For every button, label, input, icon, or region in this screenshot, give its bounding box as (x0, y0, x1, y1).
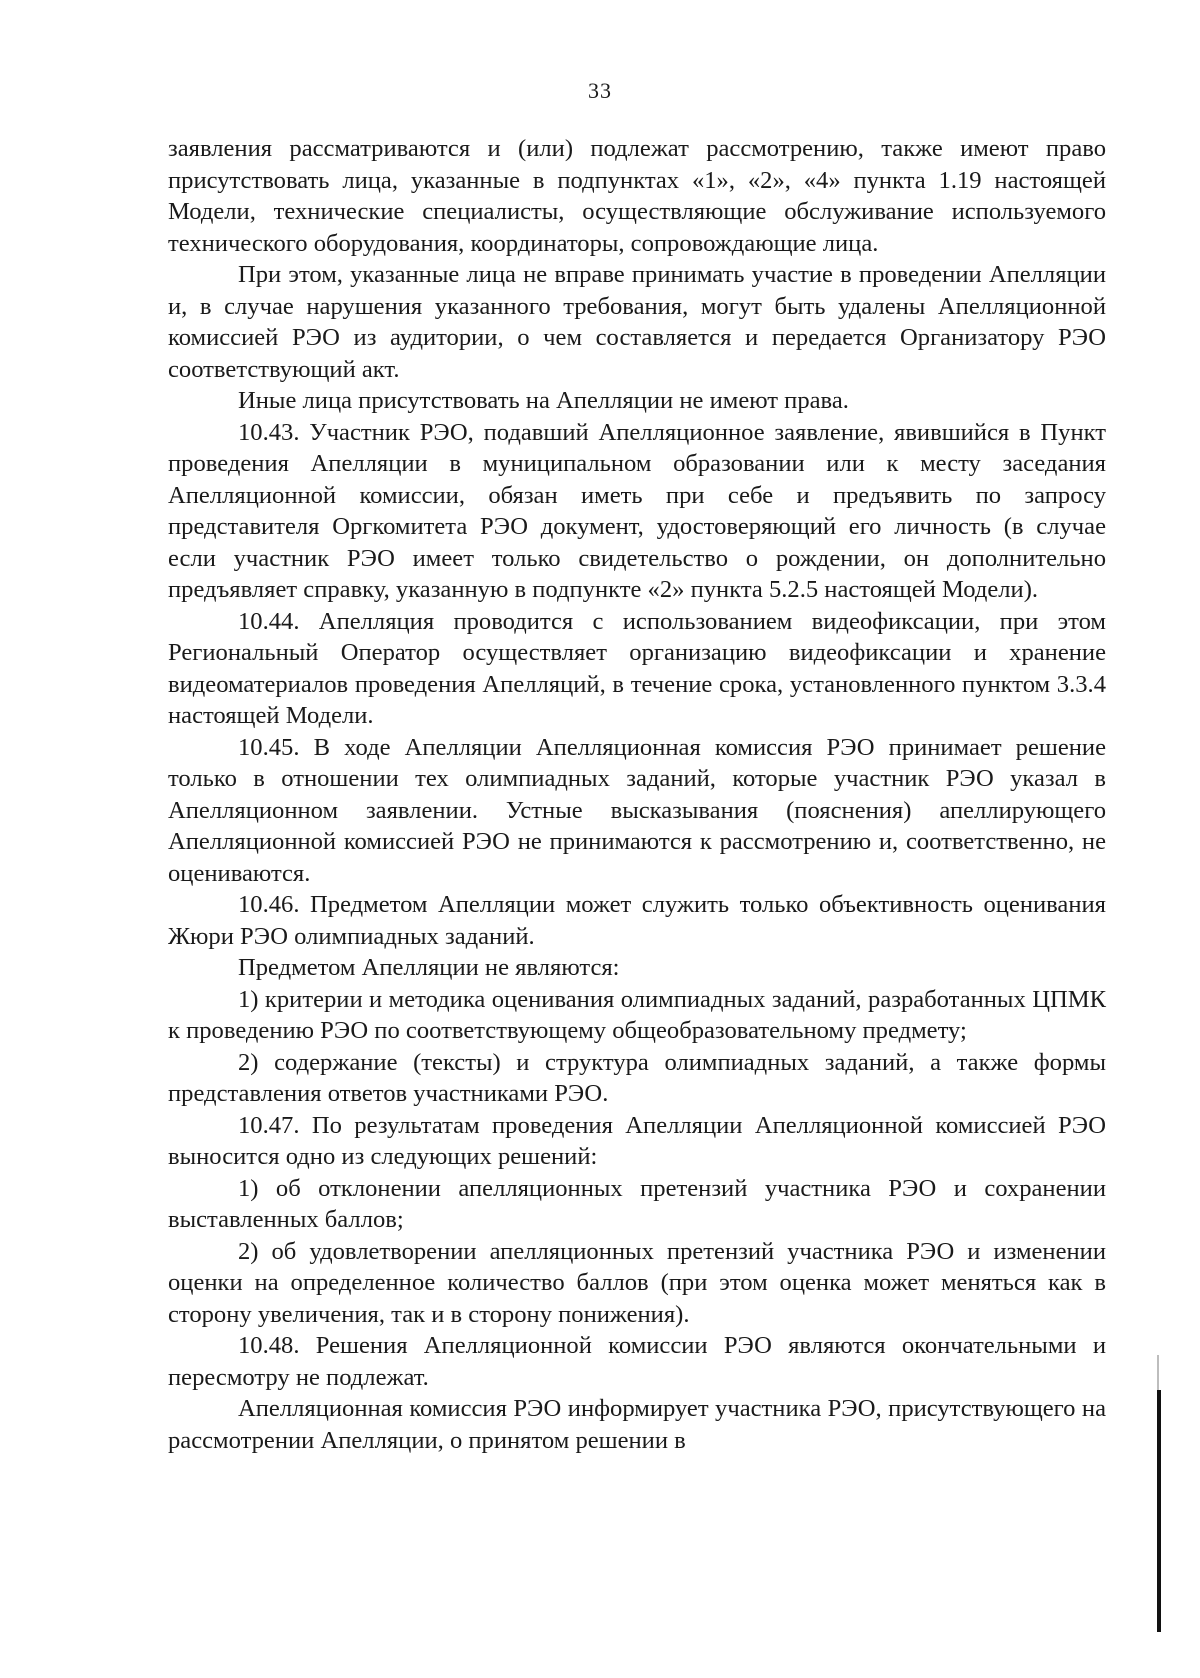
list-item-rejection: 1) об отклонении апелляционных претензий участника РЭО и сохранении выставленных баллов; (168, 1174, 1106, 1233)
list-item-satisfaction: 2) об удовлетворении апелляционных претензий участника РЭО и изменении оценки на определенное количество баллов (при этом оценка может меняться как в сторону увеличения, так и в сторону понижения). (168, 1237, 1106, 1328)
paragraph-10-43: 10.43. Участник РЭО, подавший Апелляционное заявление, явившийся в Пункт проведения Апелляции в муниципальном образовании или к месту заседания Апелляционной комиссии, обязан иметь при себе и предъявить по запросу представителя Оргкомитета РЭО документ, удостоверяющий его личность (в случае если участник РЭО имеет только свидетельство о рождении, он дополнительно предъявляет справку, указанную в подпункте «2» пункта 5.2.5 настоящей Модели). (168, 418, 1106, 603)
document-body (168, 133, 1106, 1456)
paragraph-10-48: 10.48. Решения Апелляционной комиссии РЭО являются окончательными и пересмотру не подлежат. (168, 1332, 1106, 1391)
list-item-criteria: 1) критерии и методика оценивания олимпиадных заданий, разработанных ЦПМК к проведению РЭО по соответствующему общеобразовательному предмету; (168, 985, 1106, 1044)
scan-edge-mark (1157, 1390, 1161, 1632)
paragraph-10-44: 10.44. Апелляция проводится с использованием видеофиксации, при этом Региональный Оператор осуществляет организацию видеофиксации и хранение видеоматериалов проведения Апелляций, в течение срока, установленного пунктом 3.3.4 настоящей Модели. (168, 607, 1106, 729)
paragraph-10-45: 10.45. В ходе Апелляции Апелляционная комиссия РЭО принимает решение только в отношении тех олимпиадных заданий, которые участник РЭО указал в Апелляционном заявлении. Устные высказывания (пояснения) апеллирующего Апелляционной комиссией РЭО не принимаются к рассмотрению и, соответственно, не оцениваются. (168, 733, 1106, 887)
paragraph-informs: Апелляционная комиссия РЭО информирует участника РЭО, присутствующего на рассмотрении Апелляции, о принятом решении в (168, 1395, 1106, 1454)
paragraph-persons-restriction: При этом, указанные лица не вправе принимать участие в проведении Апелляции и, в случае нарушения указанного требования, могут быть удалены Апелляционной комиссией РЭО из аудитории, о чем составляется и передается Организатору РЭО соответствующий акт. (168, 261, 1106, 383)
paragraph-10-47: 10.47. По результатам проведения Апелляции Апелляционной комиссией РЭО выносится одно из следующих решений: (168, 1111, 1106, 1170)
paragraph-other-persons: Иные лица присутствовать на Апелляции не имеют права. (238, 387, 849, 414)
list-item-content: 2) содержание (тексты) и структура олимпиадных заданий, а также формы представления ответов участниками РЭО. (168, 1048, 1106, 1107)
paragraph-continuation: заявления рассматриваются и (или) подлежат рассмотрению, также имеют право присутствовать лица, указанные в подпунктах «1», «2», «4» пункта 1.19 настоящей Модели, технические специалисты, осуществляющие обслуживание используемого технического оборудования, координаторы, сопровождающие лица. (168, 135, 1106, 257)
paragraph-not-subject: Предметом Апелляции не являются: (238, 954, 620, 981)
paragraph-10-46: 10.46. Предметом Апелляции может служить только объективность оценивания Жюри РЭО олимпиадных заданий. (168, 891, 1106, 950)
page-number: 33 (588, 78, 612, 103)
scan-edge-mark-faint (1157, 1355, 1159, 1390)
